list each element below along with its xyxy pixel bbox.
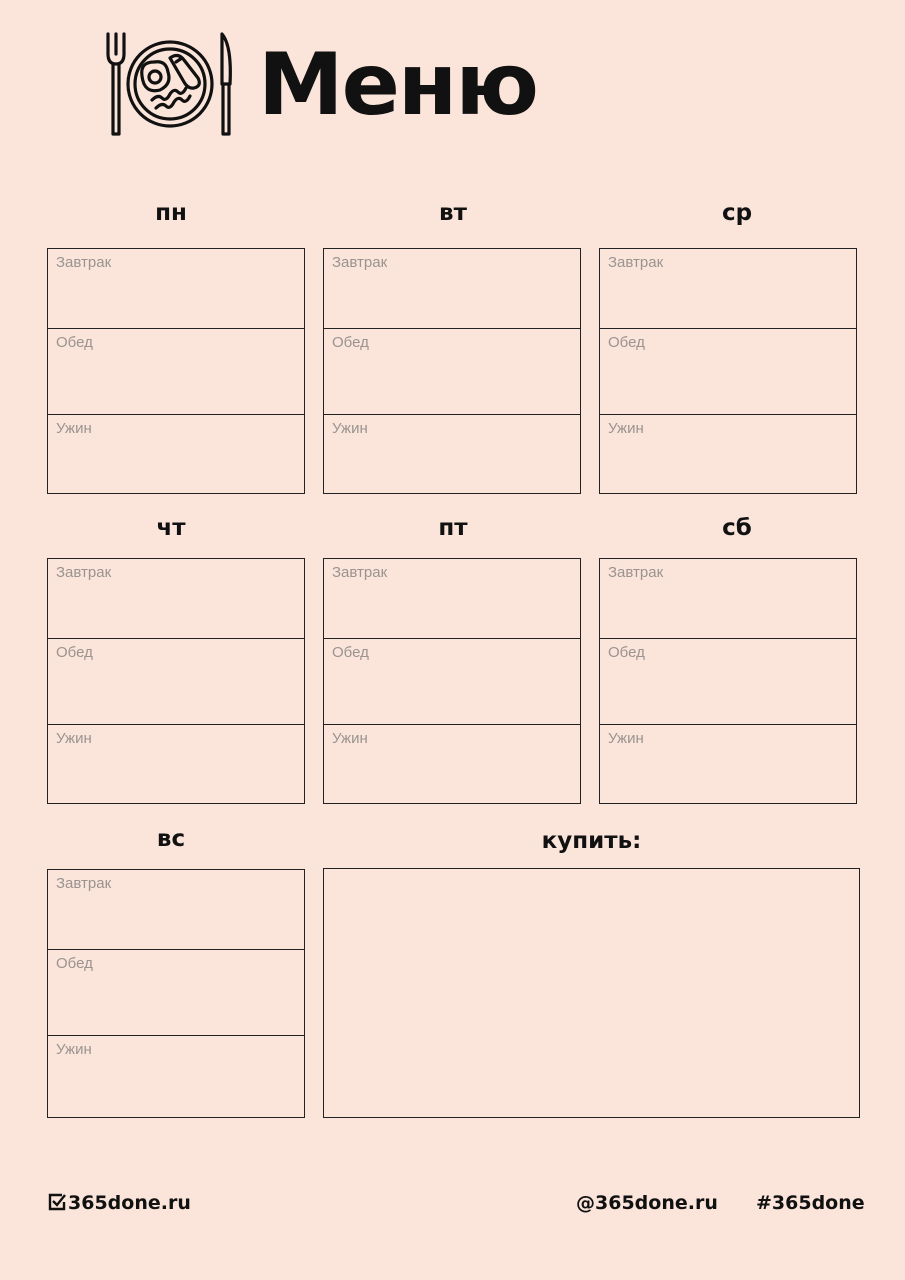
- meal-label: Завтрак: [56, 254, 112, 271]
- meal-label: Завтрак: [608, 254, 664, 271]
- meal-dinner[interactable]: [48, 725, 304, 805]
- meal-label: Ужин: [56, 1041, 92, 1058]
- day-box-sun: [47, 869, 305, 1118]
- footer-site[interactable]: [48, 1192, 191, 1214]
- meal-label: Завтрак: [608, 564, 664, 581]
- meal-label: Обед: [56, 334, 93, 351]
- meal-lunch[interactable]: [324, 639, 580, 725]
- meal-dinner[interactable]: [600, 725, 856, 805]
- meal-label: Завтрак: [56, 564, 112, 581]
- footer-hashtag[interactable]: #365done: [756, 1192, 865, 1214]
- meal-lunch[interactable]: [48, 950, 304, 1036]
- meal-label: Завтрак: [332, 564, 388, 581]
- meal-breakfast[interactable]: [600, 249, 856, 329]
- meal-dinner[interactable]: [48, 415, 304, 495]
- meal-dinner[interactable]: [324, 415, 580, 495]
- meal-label: Ужин: [332, 730, 368, 747]
- meal-dinner[interactable]: [48, 1036, 304, 1116]
- meal-lunch[interactable]: [600, 639, 856, 725]
- shopping-label: купить:: [541, 828, 642, 854]
- meal-breakfast[interactable]: [48, 559, 304, 639]
- meal-label: Обед: [332, 644, 369, 661]
- meal-lunch[interactable]: [48, 639, 304, 725]
- day-label-wed: ср: [721, 200, 753, 226]
- meal-breakfast[interactable]: [324, 559, 580, 639]
- shopping-list-box[interactable]: [323, 868, 860, 1118]
- meal-label: Обед: [608, 334, 645, 351]
- meal-label: Завтрак: [56, 875, 112, 892]
- meal-label: Обед: [332, 334, 369, 351]
- day-label-tue: вт: [439, 200, 467, 226]
- day-box-tue: [323, 248, 581, 494]
- meal-breakfast[interactable]: [324, 249, 580, 329]
- day-label-mon: пн: [155, 200, 187, 226]
- meal-label: Ужин: [608, 420, 644, 437]
- day-label-fri: пт: [438, 515, 468, 541]
- day-box-thu: [47, 558, 305, 804]
- meal-label: Обед: [608, 644, 645, 661]
- day-label-sun: вс: [156, 826, 186, 852]
- meal-label: Ужин: [608, 730, 644, 747]
- meal-label: Ужин: [332, 420, 368, 437]
- day-label-sat: сб: [722, 515, 752, 541]
- meal-breakfast[interactable]: [600, 559, 856, 639]
- day-box-mon: [47, 248, 305, 494]
- footer-handle[interactable]: @365done.ru: [576, 1192, 718, 1214]
- meal-lunch[interactable]: [48, 329, 304, 415]
- checkbox-icon: [48, 1193, 66, 1211]
- meal-label: Завтрак: [332, 254, 388, 271]
- day-label-thu: чт: [156, 515, 186, 541]
- meal-lunch[interactable]: [324, 329, 580, 415]
- day-box-wed: [599, 248, 857, 494]
- meal-label: Ужин: [56, 730, 92, 747]
- meal-breakfast[interactable]: [48, 249, 304, 329]
- meal-dinner[interactable]: [600, 415, 856, 495]
- page-title: Меню: [258, 35, 537, 135]
- footer-site-text: 365done.ru: [68, 1192, 191, 1214]
- meal-lunch[interactable]: [600, 329, 856, 415]
- meal-dinner[interactable]: [324, 725, 580, 805]
- meal-label: Обед: [56, 955, 93, 972]
- plate-fork-knife-icon: [104, 32, 236, 138]
- day-box-fri: [323, 558, 581, 804]
- meal-breakfast[interactable]: [48, 870, 304, 950]
- meal-label: Обед: [56, 644, 93, 661]
- day-box-sat: [599, 558, 857, 804]
- meal-label: Ужин: [56, 420, 92, 437]
